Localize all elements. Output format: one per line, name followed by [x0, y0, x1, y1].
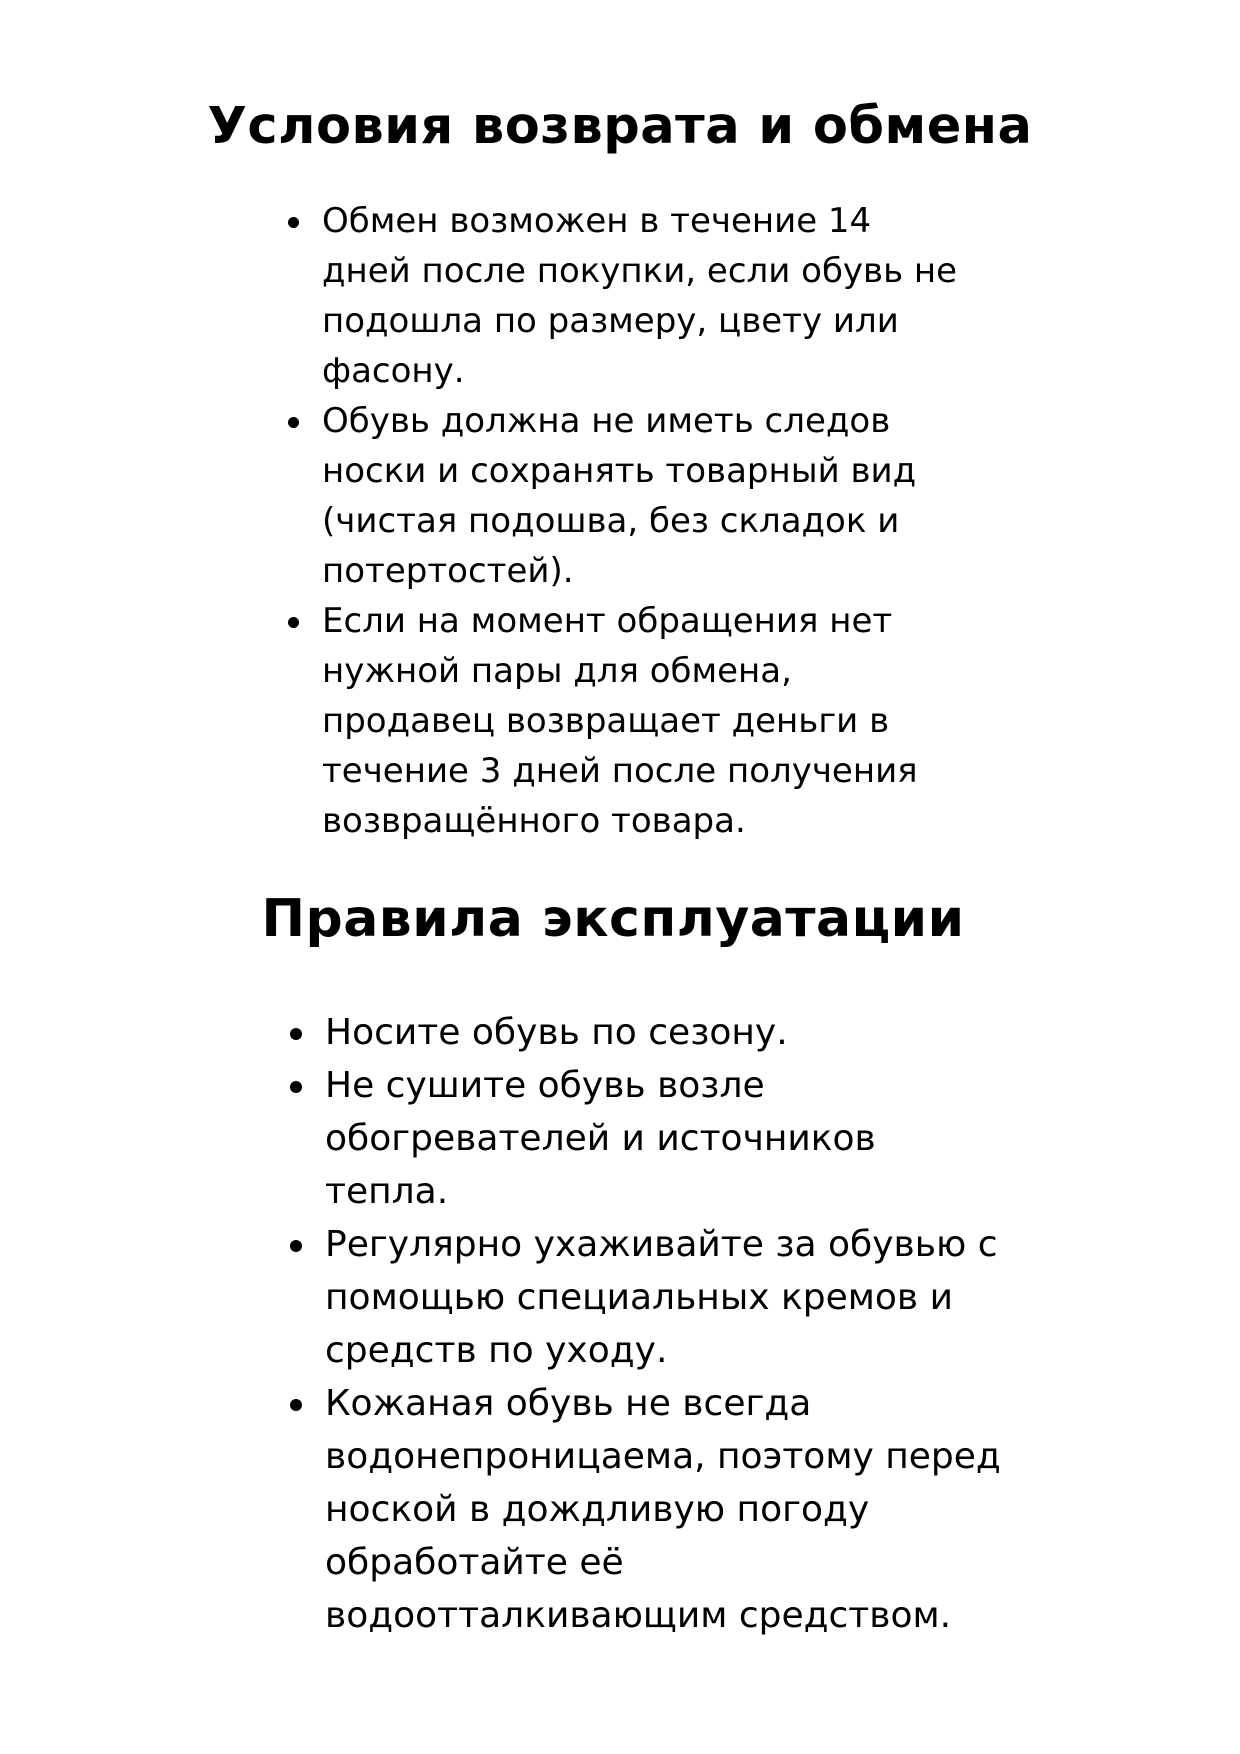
- bullet-icon: [288, 217, 299, 228]
- care-list: [325, 1006, 1005, 1642]
- bullet-icon: [290, 1028, 302, 1040]
- list-item: [325, 1377, 1005, 1642]
- returns-list: [322, 196, 962, 846]
- bullet-icon: [290, 1081, 302, 1093]
- list-item: [325, 1006, 1005, 1059]
- list-item-text: Обувь должна не иметь следов носки и сохранять товарный вид (чистая подошва, без складок и потертостей).: [322, 401, 917, 591]
- returns-section-title: Условия возврата и обмена: [207, 97, 1033, 156]
- list-item-text: Не сушите обувь возле обогревателей и источников тепла.: [325, 1065, 876, 1212]
- list-item: [325, 1059, 1005, 1218]
- list-item-text: Если на момент обращения нет нужной пары для обмена, продавец возвращает деньги в течение 3 дней после получения возвращённого товара.: [322, 601, 918, 841]
- list-item-text: Регулярно ухаживайте за обувью с помощью специальных кремов и средств по уходу.: [325, 1224, 998, 1371]
- list-item: [325, 1218, 1005, 1377]
- bullet-icon: [290, 1399, 302, 1411]
- list-item: [322, 396, 962, 596]
- list-item-text: Кожаная обувь не всегда водонепроницаема, поэтому перед ноской в дождливую погоду обработайте её водоотталкивающим средством.: [325, 1383, 1001, 1636]
- list-item: [322, 596, 962, 846]
- bullet-icon: [288, 417, 299, 428]
- bullet-icon: [288, 617, 299, 628]
- bullet-icon: [290, 1240, 302, 1252]
- care-section-title: Правила эксплуатации: [261, 889, 965, 949]
- list-item-text: Носите обувь по сезону.: [325, 1012, 788, 1053]
- list-item-text: Обмен возможен в течение 14 дней после покупки, если обувь не подошла по размеру, цвету или фасону.: [322, 201, 958, 391]
- list-item: [322, 196, 962, 396]
